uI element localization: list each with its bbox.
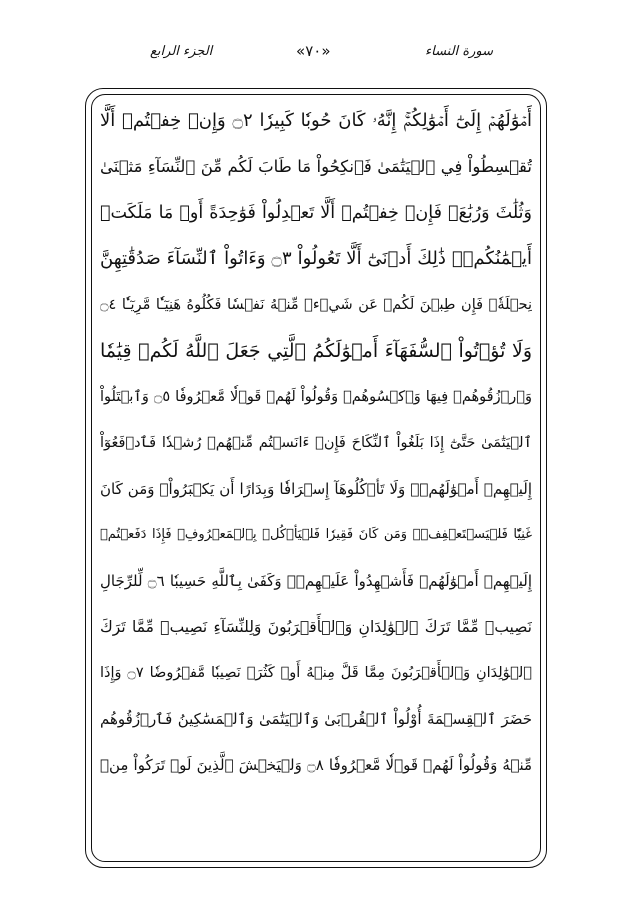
text-line-14: حَضَرَ ٱلۡقِسۡمَةَ أُوْلُواْ ٱلۡقُرۡبَىٰ وَٱلۡيَتَٰمَىٰ وَٱلۡمَسَٰكِينُ فَٱرۡزُقُوهُم	[100, 710, 532, 728]
text-line-12: نَصِيبٞ مِّمَّا تَرَكَ ٱلۡوَٰلِدَانِ وَٱلۡأَقۡرَبُونَ وَلِلنِّسَآءِ نَصِيبٞ مِّمَّا تَرَكَ	[100, 618, 532, 636]
text-line-3: وَثُلَٰثَ وَرُبَٰعَۖ فَإِنۡ خِفۡتُمۡ أَلَّا تَعۡدِلُواْ فَوَٰحِدَةً أَوۡ مَا مَلَكَتۡ	[100, 203, 532, 223]
text-line-15: مِّنۡهُ وَقُولُواْ لَهُمۡ قَوۡلٗا مَّعۡرُوفٗا ۝٨ وَلۡيَخۡشَ ٱلَّذِينَ لَوۡ تَرَكُواْ مِنۡ	[100, 756, 532, 774]
surah-label: سورة النساء	[425, 44, 493, 59]
text-line-10: غَنِيّٗا فَلۡيَسۡتَعۡفِفۡۖ وَمَن كَانَ فَقِيرٗا فَلۡيَأۡكُلۡ بِٱلۡمَعۡرُوفِۚ فَإِذَا دَفَعۡتُمۡ	[100, 527, 532, 542]
quran-text-block	[100, 98, 532, 788]
page-header	[0, 40, 638, 80]
page-number: «٧٠»	[296, 42, 331, 60]
text-line-11: إِلَيۡهِمۡ أَمۡوَٰلَهُمۡ فَأَشۡهِدُواْ عَلَيۡهِمۡۚ وَكَفَىٰ بِٱللَّهِ حَسِيبٗا ۝٦ لِّلرِّجَالِ	[100, 572, 532, 590]
text-line-7: وَٱرۡزُقُوهُمۡ فِيهَا وَٱكۡسُوهُمۡ وَقُولُواْ لَهُمۡ قَوۡلٗا مَّعۡرُوفٗا ۝٥ وَٱبۡتَلُواْ	[100, 389, 532, 405]
text-line-4: أَيۡمَٰنُكُمۡۚ ذَٰلِكَ أَدۡنَىٰٓ أَلَّا تَعُولُواْ ۝٣ وَءَاتُواْ ٱلنِّسَآءَ صَدُقَٰتِهِنَّ	[100, 248, 532, 269]
text-line-1: أَمۡوَٰلَهُمۡ إِلَىٰٓ أَمۡوَٰلِكُمۡۚ إِنَّهُۥ كَانَ حُوبٗا كَبِيرٗا ۝٢ وَإِنۡ خِفۡتُمۡ أَلَّا	[100, 110, 532, 131]
text-line-2: تُقۡسِطُواْ فِي ٱلۡيَتَٰمَىٰ فَٱنكِحُواْ مَا طَابَ لَكُم مِّنَ ٱلنِّسَآءِ مَثۡنَىٰ	[100, 157, 532, 176]
text-line-8: ٱلۡيَتَٰمَىٰ حَتَّىٰٓ إِذَا بَلَغُواْ ٱلنِّكَاحَ فَإِنۡ ءَانَسۡتُم مِّنۡهُمۡ رُشۡدٗا فَٱدۡفَعُوٓاْ	[100, 435, 532, 451]
text-line-9: إِلَيۡهِمۡ أَمۡوَٰلَهُمۡۖ وَلَا تَأۡكُلُوهَآ إِسۡرَافٗا وَبِدَارًا أَن يَكۡبَرُواْۚ وَمَن كَانَ	[100, 480, 532, 498]
text-line-6: وَلَا تُؤۡتُواْ ٱلسُّفَهَآءَ أَمۡوَٰلَكُمُ ٱلَّتِي جَعَلَ ٱللَّهُ لَكُمۡ قِيَٰمٗا	[100, 340, 532, 362]
text-line-5: نِحۡلَةٗۚ فَإِن طِبۡنَ لَكُمۡ عَن شَيۡءٖ مِّنۡهُ نَفۡسٗا فَكُلُوهُ هَنِيٓـٔٗا مَّرِيٓـٔٗا ۝٤	[100, 297, 532, 313]
text-line-13: ٱلۡوَٰلِدَانِ وَٱلۡأَقۡرَبُونَ مِمَّا قَلَّ مِنۡهُ أَوۡ كَثُرَۚ نَصِيبٗا مَّفۡرُوضٗا ۝٧ وَإِذَا	[100, 665, 532, 681]
juz-label: الجزء الرابع	[150, 44, 213, 59]
